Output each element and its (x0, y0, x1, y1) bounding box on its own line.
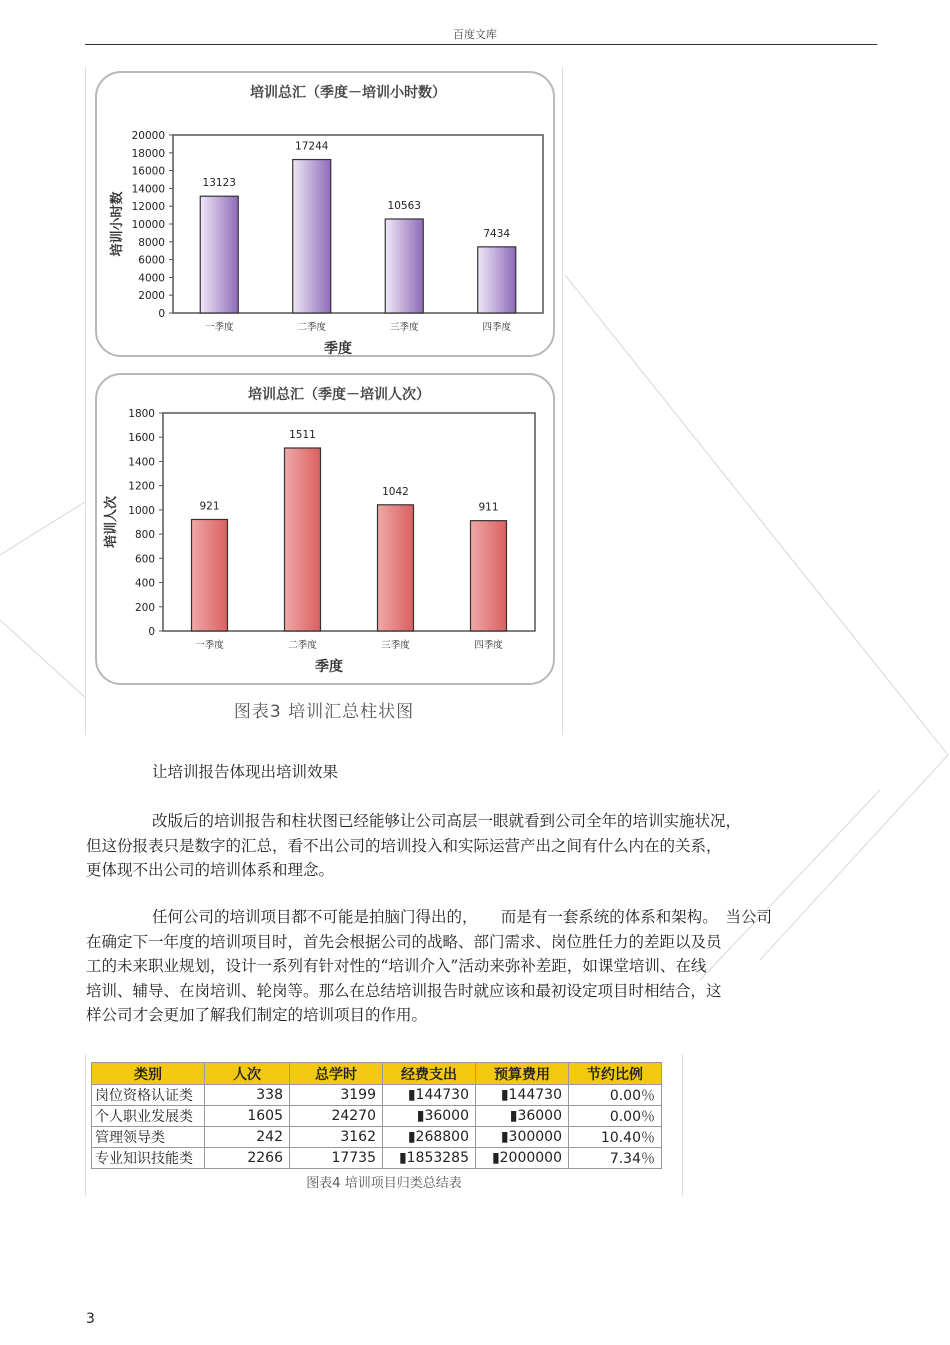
y-axis-label: 培训人次 (104, 495, 119, 549)
y-tick-label: 14000 (131, 183, 165, 196)
y-tick-label: 0 (158, 308, 165, 320)
y-tick-label: 600 (134, 553, 155, 566)
table-cell: 10.40％ (569, 1127, 662, 1148)
y-tick-label: 1000 (128, 504, 155, 517)
y-tick-label: 0 (148, 626, 155, 638)
column-header: 节约比例 (569, 1063, 662, 1085)
header-divider (85, 44, 877, 45)
x-tick-label: 三季度 (381, 640, 410, 651)
x-axis-label: 季度 (324, 341, 352, 357)
paragraph-line: 但这份报表只是数字的汇总，看不出公司的培训投入和实际运营产出之间有什么内在的关系， (86, 836, 722, 855)
table-row (92, 1106, 662, 1127)
bar (471, 521, 507, 631)
table-cell: ▮36000 (476, 1106, 569, 1127)
x-tick-label: 二季度 (288, 640, 317, 651)
training-summary-table (91, 1062, 662, 1169)
heading-text: 让培训报告体现出培训效果 (152, 763, 339, 781)
y-tick-label: 8000 (138, 236, 165, 249)
data-label: 921 (199, 500, 220, 513)
table-cell: 3199 (290, 1085, 383, 1106)
y-tick-label: 12000 (131, 201, 165, 214)
chart-title: 培训总汇（季度－培训小时数） (250, 85, 446, 101)
y-tick-label: 1600 (128, 432, 155, 445)
chart-panel-attendance (95, 373, 555, 685)
table-cell: 2266 (205, 1148, 290, 1169)
y-tick-label: 6000 (138, 254, 165, 267)
table-cell: 岗位资格认证类 (92, 1085, 205, 1106)
paragraph-line: 任何公司的培训项目都不可能是拍脑门得出的， 而是有一套系统的体系和架构。 当公司 (152, 908, 773, 926)
table-cell: 管理领导类 (92, 1127, 205, 1148)
table-cell: 24270 (290, 1106, 383, 1127)
paragraph-line: 工的未来职业规划，设计一系列有针对性的“培训介入”活动来弥补差距，如课堂培训、在线 (86, 957, 707, 975)
figure-3-caption: 图表3 培训汇总柱状图 (233, 702, 415, 722)
table-cell: 7.34％ (569, 1148, 662, 1169)
table-cell: ▮144730 (383, 1085, 476, 1106)
data-label: 911 (478, 501, 499, 514)
column-header: 人次 (205, 1063, 290, 1085)
table-cell: 338 (205, 1085, 290, 1106)
column-header: 经费支出 (383, 1063, 476, 1085)
section-heading (86, 760, 876, 785)
y-tick-label: 16000 (131, 165, 165, 178)
paragraph-2 (86, 905, 876, 1028)
data-label: 10563 (387, 199, 421, 212)
x-tick-label: 一季度 (195, 640, 224, 651)
x-tick-label: 四季度 (482, 322, 512, 333)
x-tick-label: 二季度 (297, 322, 327, 333)
y-tick-label: 10000 (131, 219, 165, 231)
table-row (92, 1127, 662, 1148)
paragraph-line: 样公司才会更加了解我们制定的培训项目的作用。 (86, 1006, 428, 1024)
bar (192, 519, 228, 631)
bar (285, 448, 321, 631)
y-tick-label: 20000 (131, 130, 165, 142)
bar (478, 247, 516, 313)
table-cell: 1605 (205, 1106, 290, 1127)
y-tick-label: 1200 (128, 480, 155, 493)
chart-attendance (97, 375, 557, 687)
page-header-title: 百度文库 (453, 28, 497, 41)
x-tick-label: 一季度 (204, 322, 234, 333)
column-header: 类别 (92, 1063, 205, 1085)
table-row (92, 1085, 662, 1106)
table-cell: 专业知识技能类 (92, 1148, 205, 1169)
y-axis-label: 培训小时数 (110, 191, 125, 257)
y-tick-label: 1800 (128, 408, 155, 420)
bar (385, 219, 423, 313)
page-number: 3 (86, 1311, 95, 1327)
y-tick-label: 800 (134, 529, 155, 542)
table-cell: ▮144730 (476, 1085, 569, 1106)
paragraph-line: 改版后的培训报告和柱状图已经能够让公司高层一眼就看到公司全年的培训实施状况， (152, 812, 742, 830)
x-tick-label: 三季度 (389, 322, 419, 333)
figure-edge (85, 67, 86, 735)
y-tick-label: 1400 (128, 456, 155, 469)
y-tick-label: 200 (134, 601, 155, 614)
paragraph-line: 更体现不出公司的培训体系和理念。 (86, 861, 335, 879)
data-label: 1042 (382, 485, 409, 498)
table-cell: 个人职业发展类 (92, 1106, 205, 1127)
column-header: 总学时 (290, 1063, 383, 1085)
data-label: 7434 (483, 227, 511, 240)
data-label: 1511 (289, 429, 316, 442)
x-axis-label: 季度 (315, 659, 343, 675)
x-tick-label: 四季度 (474, 640, 503, 651)
table-cell: 0.00％ (569, 1106, 662, 1127)
y-tick-label: 400 (134, 577, 155, 590)
table-cell: 242 (205, 1127, 290, 1148)
table-cell: 0.00％ (569, 1085, 662, 1106)
table-cell: ▮36000 (383, 1106, 476, 1127)
paragraph-1 (86, 809, 876, 883)
table-cell: 17735 (290, 1148, 383, 1169)
table-cell: ▮300000 (476, 1127, 569, 1148)
figure-edge (562, 67, 563, 735)
bar (378, 505, 414, 631)
data-label: 13123 (202, 177, 236, 190)
bar (293, 160, 331, 313)
table-header-row (92, 1063, 662, 1085)
chart-title: 培训总汇（季度－培训人次） (248, 387, 430, 403)
table-cell: ▮2000000 (476, 1148, 569, 1169)
chart-hours (97, 73, 557, 359)
figure-4 (85, 1054, 683, 1196)
bar (200, 196, 238, 313)
table-cell: 3162 (290, 1127, 383, 1148)
figure-4-caption: 图表4 培训项目归类总结表 (306, 1176, 462, 1191)
table-cell: ▮268800 (383, 1127, 476, 1148)
table-row (92, 1148, 662, 1169)
column-header: 预算费用 (476, 1063, 569, 1085)
data-label: 17244 (295, 140, 329, 153)
figure-3 (85, 67, 563, 735)
y-tick-label: 18000 (131, 147, 165, 160)
table-cell: ▮1853285 (383, 1148, 476, 1169)
paragraph-line: 在确定下一年度的培训项目时，首先会根据公司的战略、部门需求、岗位胜任力的差距以及员 (86, 932, 722, 951)
paragraph-line: 培训、辅导、在岗培训、轮岗等。那么在总结培训报告时就应该和最初设定项目时相结合，这 (86, 981, 722, 1000)
chart-panel-hours (95, 71, 555, 357)
y-tick-label: 4000 (138, 272, 165, 285)
y-tick-label: 2000 (138, 290, 165, 303)
